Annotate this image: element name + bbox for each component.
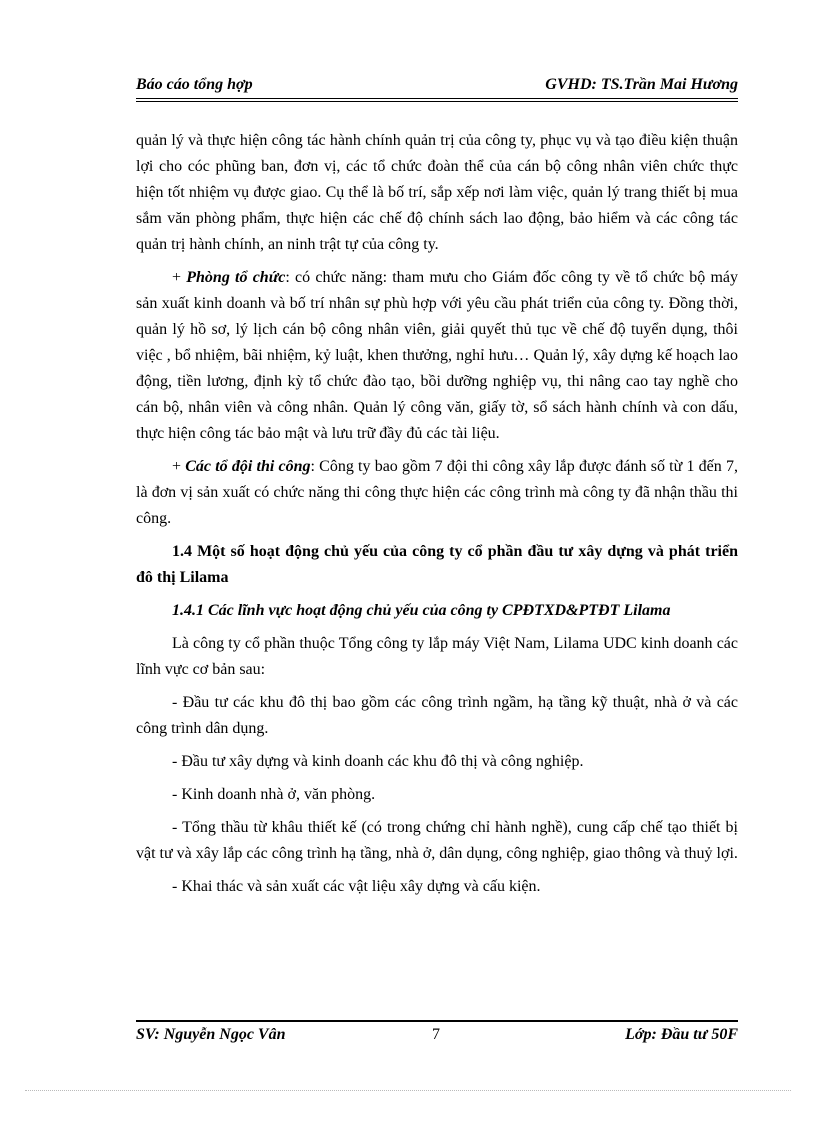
page-number: 7 bbox=[432, 1026, 440, 1043]
paragraph-teams-prefix: + bbox=[172, 458, 186, 475]
footer-student: SV: Nguyễn Ngọc Vân bbox=[136, 1026, 286, 1043]
page-header bbox=[136, 76, 738, 99]
paragraph-admin: quản lý và thực hiện công tác hành chính quản trị của công ty, phục vụ và tạo điều kiện thuận lợi cho cóc phũng ban, đơn vị, các tổ chức đoàn thể của cán bộ công nhân viên chức thực hiện tốt nhiệm vụ được giao. Cụ thể là bố trí, sắp xếp nơi làm việc, quản lý trang thiết bị mua sắm văn phòng phẩm, thực hiện các chế độ chính sách lao động, bảo hiểm và các công tác quản trị hành chính, an ninh trật tự của công ty. bbox=[136, 132, 738, 253]
subsection-heading: 1.4.1 Các lĩnh vực hoạt động chủ yếu của công ty CPĐTXD&PTĐT Lilama bbox=[172, 602, 671, 619]
paragraph-organization-prefix: + bbox=[172, 269, 187, 286]
paragraph-teams-text: : Công ty bao gồm 7 đội thi công xây lắp được đánh số từ 1 đến 7, là đơn vị sản xuất có chức năng thi công thực hiện các công trình mà công ty đã nhận thầu thi công. bbox=[136, 458, 738, 527]
paragraph-construction-teams bbox=[136, 454, 738, 532]
page-bottom-border bbox=[25, 1090, 791, 1091]
list-item: - Đầu tư các khu đô thị bao gồm các công trình ngầm, hạ tầng kỹ thuật, nhà ở và các công trình dân dụng. bbox=[136, 694, 738, 737]
list-item: - Đầu tư xây dựng và kinh doanh các khu đô thị và công nghiệp. bbox=[172, 753, 584, 770]
header-supervisor: GVHD: TS.Trần Mai Hương bbox=[545, 76, 738, 93]
paragraph-intro: Là công ty cổ phần thuộc Tổng công ty lắp máy Việt Nam, Lilama UDC kinh doanh các lĩnh vực cơ bản sau: bbox=[136, 635, 738, 678]
paragraph-teams-label: Các tổ đội thi công bbox=[185, 458, 311, 475]
list-item: - Tổng thầu từ khâu thiết kế (có trong chứng chỉ hành nghề), cung cấp chế tạo thiết bị vật tư và xây lắp các công trình hạ tầng, nhà ở, dân dụng, công nghiệp, giao thông và thuỷ lợi. bbox=[136, 819, 738, 862]
document-body bbox=[136, 128, 738, 907]
header-divider bbox=[136, 101, 738, 102]
list-item: - Kinh doanh nhà ở, văn phòng. bbox=[172, 786, 376, 803]
section-heading: 1.4 Một số hoạt động chủ yếu của công ty cổ phần đầu tư xây dựng và phát triển đô thị Lilama bbox=[136, 543, 738, 586]
paragraph-organization-text: : có chức năng: tham mưu cho Giám đốc công ty về tổ chức bộ máy sản xuất kinh doanh và bố trí nhân sự phù hợp với yêu cầu phát triển của công ty. Đồng thời, quản lý hồ sơ, lý lịch cán bộ công nhân viên, giải quyết thủ tục về chế độ tuyển dụng, thôi việc , bổ nhiệm, bãi nhiệm, kỷ luật, khen thưởng, nghỉ hưu… Quản lý, xây dựng kế hoạch lao động, tiền lương, định kỳ tổ chức đào tạo, bồi dưỡng nghiệp vụ, thi nâng cao tay nghề cho cán bộ, nhân viên và công nhân. Quản lý công văn, giấy tờ, sổ sách hành chính và con dấu, thực hiện công tác bảo mật và lưu trữ đầy đủ các tài liệu. bbox=[136, 269, 739, 442]
paragraph-organization-label: Phòng tổ chức bbox=[186, 269, 286, 286]
footer-class: Lớp: Đầu tư 50F bbox=[625, 1026, 738, 1043]
header-report-title: Báo cáo tổng hợp bbox=[136, 76, 253, 93]
list-item: - Khai thác và sản xuất các vật liệu xây dựng và cấu kiện. bbox=[172, 878, 541, 895]
page-footer bbox=[136, 1026, 738, 1050]
footer-divider bbox=[136, 1020, 738, 1022]
paragraph-organization bbox=[136, 265, 738, 447]
